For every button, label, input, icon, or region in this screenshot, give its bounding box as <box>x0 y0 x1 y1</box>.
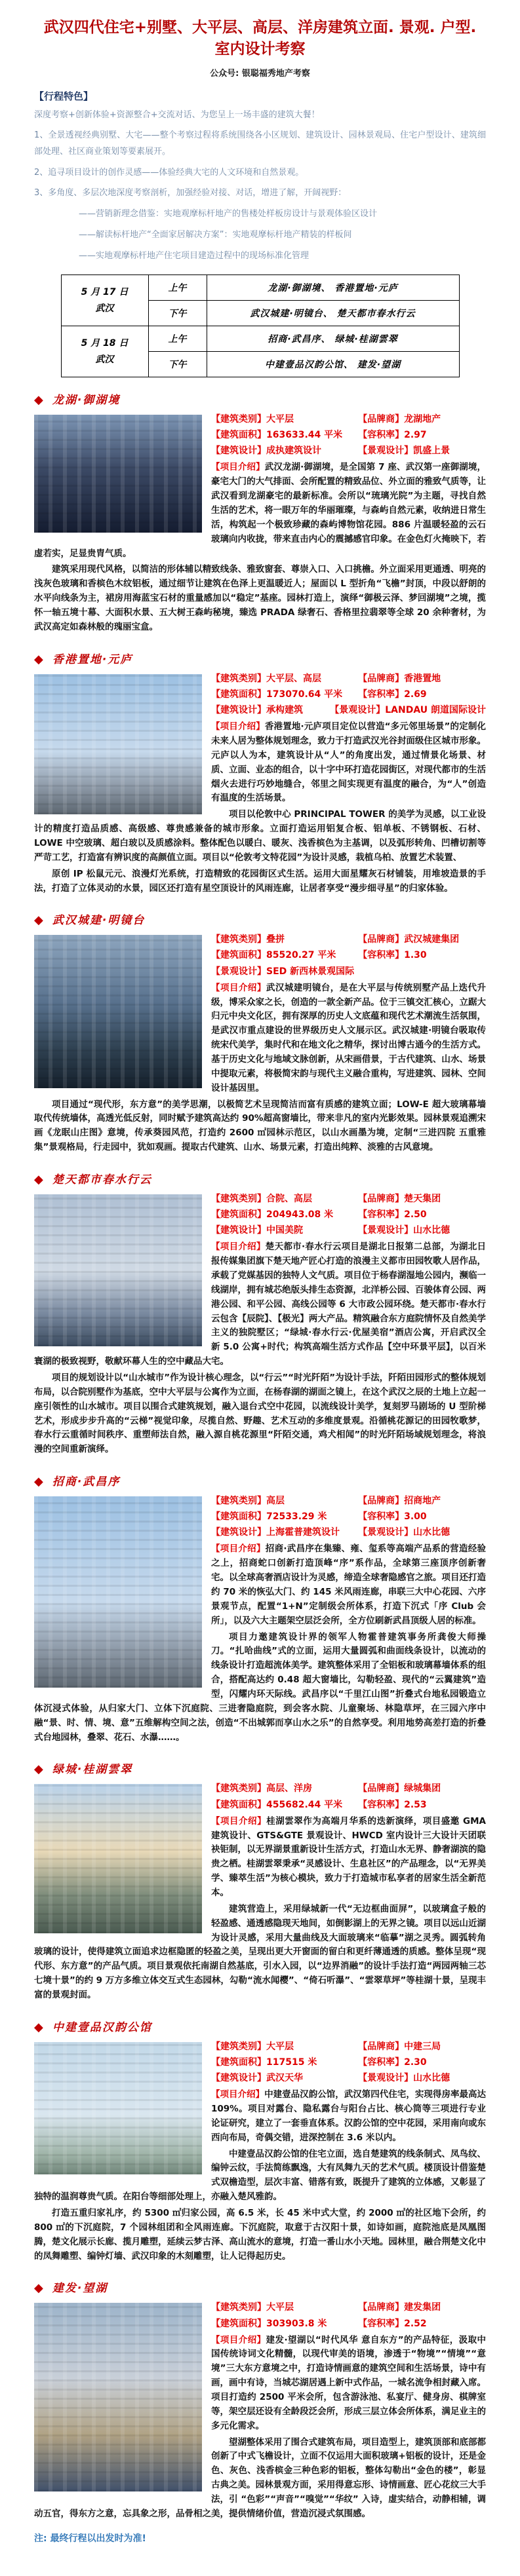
field-value: 2.97 <box>404 430 427 441</box>
feature-subpoint-2: ——解读标杆地产“全面家居解决方案”：实地观摩标杆地产精装的样板间 <box>79 229 352 240</box>
project-field <box>358 1494 486 1509</box>
intro-label: 【项目介绍】 <box>211 1241 266 1253</box>
project-field-row <box>211 1192 486 1207</box>
final-note: 注: 最终行程以出发时为准! <box>34 2533 146 2544</box>
project-photo <box>34 1496 202 1688</box>
project-body <box>34 1494 486 1747</box>
project-paragraph: 【项目介绍】桂湖雲翠作为高端月华系的迭新演绎，项目盛邀 GMA 建筑设计、GTS&GTE 景观设计、HWCD 室内设计三大设计天团联袂钜制，以无界湖景重新设计生活方式，打造山水无界、静奢湖滨的隐贵之栖。桂湖雲翠秉承“灵感设计、生息社区”的产品理念，以“无界美学、臻萃生活”为核心模块，致力于打造城市私享者的居家生活全新范本。 <box>211 1815 487 1898</box>
field-value: 3.00 <box>404 1511 427 1523</box>
project-name: 中建壹品汉韵公馆 <box>52 2020 152 2034</box>
diamond-icon: ◆ <box>34 393 45 407</box>
project-paragraph: 【项目介绍】武汉城建明镜台，是在大平层与传统别墅产品上迭代升级，博采众家之长，创造的一款全新产品。位于三镇交汇核心，立踞大归元中央文化区，拥有深厚的历史人文底蕴和现代艺术潮流生活氛围，是武汉市重点建设的世界级历史人文展示区。武汉城建·明镜台吸取传统宋代美学，集时代和在地文化之精华，探讨出博古通今的生活方式。基于历史文化与地域文脉创新，从宋画借景，于古代建筑、山水、场景中提取元素，将极简宋韵与现代主义融合重构，写进建筑、园林、空间设计基因里。 <box>211 982 487 1093</box>
field-value: 大平层 <box>266 414 294 425</box>
project-body <box>34 2300 486 2523</box>
project-name: 香港置地·元庐 <box>52 653 133 666</box>
project-field <box>211 932 358 947</box>
project-photo <box>34 2042 202 2174</box>
field-value: 武汉天华 <box>266 2073 303 2083</box>
field-label: 【建筑类别】 <box>211 414 266 425</box>
field-value: 303903.8 米 <box>266 2318 327 2329</box>
field-value: 招商地产 <box>404 1496 441 1507</box>
field-value: 173070.64 平米 <box>266 689 343 700</box>
project-field-row <box>211 412 486 427</box>
feature-point-3: 3、多角度、多层次地深度考察剖析，加强经验对接、对话，增进了解，开阔视野： <box>34 188 347 199</box>
project-field-row <box>211 1781 486 1796</box>
project-field <box>211 1223 358 1238</box>
project-field <box>358 428 486 443</box>
project-field <box>211 1525 358 1540</box>
project-paragraph: 项目的规划设计以“山水城市”作为设计核心理念，以“行云”“时光阡陌”为设计手法，阡陌田园形式的整体规划布局，以合院别墅作为基底，空中大平层与公寓作为立面，在杨春湖的湖面之镜上，在这个武汉之辰的土地上立起一座引领性的山水城市。项目以围合式建筑规划，融入退台式空中花园，以流线设计美学，复刻罗马剧场的 U 型阶梯艺术，形成步步升高的“云梯”视觉印象，尽揽自然、野趣、艺术互动的多维度景观。沿循桃花源记的田园牧歌梦，春水行云重循时间秩序、重塑师法自然，融入源自桃花源里“阡陌交通，鸡犬相闻”的时光阡陌场域规划理念，将浪漫的空间重新演绎。 <box>34 1372 486 1455</box>
project-body <box>34 1781 486 2004</box>
project-paragraph: 【项目介绍】招商·武昌序在集臻、雍、玺系等高端产品系的营造经验之上，招商蛇口创新打造顶峰“序”系作品，全球第三座顶序创新奢宅。以全球高奢酒店设计为灵感，缔造全球奢隐感官之旅。项目还打造约 70 米的恢弘大门、约 145 米风雨连廊，串联三大中心花园、六序景观节点，配置“1+N”定制级会所体系，打造下沉式「序 Club 会所」，以及六大主题架空层泛会所，全方位刷新武昌顶级人居的标准。 <box>211 1544 486 1626</box>
field-label: 【品牌商】 <box>358 934 405 945</box>
project-field <box>211 687 358 702</box>
project-field-row <box>211 444 486 459</box>
table-row <box>61 326 459 352</box>
field-value: 2.30 <box>404 2056 427 2068</box>
project-field <box>211 672 358 687</box>
official-account-line: 公众号: 银聪福秀地产考察 <box>210 68 310 79</box>
field-value: 1.30 <box>404 950 427 961</box>
project-section <box>34 2018 486 2266</box>
project-field <box>211 412 358 427</box>
building-render-texture <box>34 1194 202 1346</box>
project-field <box>211 2055 358 2070</box>
diamond-icon: ◆ <box>34 1172 45 1186</box>
field-value: 中国美院 <box>266 1225 303 1236</box>
project-paragraph: 项目以伦敦中心 PRINCIPAL TOWER 的美学为灵感，以工业设计的精度打造品质感、高级感、尊贵感兼备的城市形象。立面打造运用铝复合板、铝单板、不锈钢板、石材、LOWE 中空玻璃、超白玻以及质感涂料。整体配色以暖白、暖灰、浅香槟色为主基调，以及弧形转角、凹槽切割等严苛工艺，打造富有辨识度的高颜值立面。项目以“伦敦考文特花园”为设计灵感，栽植乌柏、放置艺术装置、 <box>34 809 486 863</box>
field-label: 【景观设计】 <box>358 1225 414 1236</box>
project-field <box>211 1494 358 1509</box>
project-heading <box>34 2279 486 2295</box>
project-paragraph: 打造五重归家礼序，约 5300 ㎡归家公园，高 6.5 米，长 45 米中式大堂，约 2000 ㎡的社区地下会所，约 800 ㎡的下沉庭院，7 个园林组团和全风雨连廊。下沉庭院，取意于古汉阳十景，如诗如画，庭院池底是凤凰图腾，楚文化展示长廊、揽月雕塑，延续云梦古泽、高山流水的意境，打造一番山水小天地。园林里，融合荆楚文化中的凤舞雕塑、编钟灯墙、武汉印象的木刻雕塑，让人记得起历史。 <box>34 2207 486 2262</box>
field-label: 【建筑面积】 <box>211 950 266 961</box>
field-label: 【建筑面积】 <box>211 430 266 441</box>
schedule-table <box>61 275 460 377</box>
project-field-row <box>211 1509 486 1525</box>
project-name: 武汉城建·明镜台 <box>52 914 146 928</box>
project-paragraph: 项目力邀建筑设计界的领军人物霍普建筑事务所龚俊大师操刀。“扎哈曲线”式的立面，运用大量圆弧和曲面线条设计，以流动的线条设计打造超流体美学。建筑整体采用了全铝板和玻璃幕墙体系的组合，搭配高达约 0.48 超大窗墙比，勾勒轻盈、现代的“云翼建筑”造型，闪耀内环天际线。武昌序以“千里江山图”折叠式台地私园锻造立体沉浸式体验，从归家大门、立体下沉庭院、三进奢隐庭院，到会客水院、儿童聚场、林隐草坪，在三园六序中融“景、时、情、境、意”五维解构空间之法，创造“不出城郭而享山水之乐”的自然享受。利用地势高差打造的折叠式台地园林，叠翠、花石、水瀑……。 <box>34 1631 486 1743</box>
project-field <box>358 2039 486 2055</box>
am-label: 上午 <box>148 275 207 301</box>
project-paragraph: 原创 IP 松鼠元元、浪漫灯光系统，打造精致的花园街区式生活。运用大面星耀灰石材铺装，用堆坡造景的手法，打造了立体灵动的水景，园区还打造有星空顶设计的风雨连廊，让居者享受“漫步细寻星”的归家体验。 <box>34 868 486 894</box>
field-value: 中建三局 <box>404 2041 441 2052</box>
field-label: 【景观设计】 <box>358 2073 414 2083</box>
field-value: LANDAU 朗道国际设计 <box>385 704 486 715</box>
project-field <box>211 444 358 459</box>
project-field <box>358 932 486 947</box>
project-body <box>34 1192 486 1459</box>
field-value: 山水比德 <box>413 2073 450 2083</box>
am-label: 上午 <box>148 326 207 352</box>
project-field-row <box>211 2300 486 2315</box>
project-field <box>211 948 358 963</box>
projects-list <box>34 390 486 2524</box>
project-field <box>330 703 486 718</box>
field-label: 【品牌商】 <box>358 1496 405 1507</box>
field-value: 2.53 <box>404 1799 427 1810</box>
field-value: 武汉城建集团 <box>404 934 460 945</box>
project-field <box>358 412 486 427</box>
field-value: 大平层、高层 <box>266 673 321 684</box>
project-field <box>211 703 330 718</box>
schedule-program: 龙湖·御湖境、 香港置地·元庐 <box>207 275 459 301</box>
field-label: 【品牌商】 <box>358 2302 405 2313</box>
field-value: 承构建筑 <box>266 704 303 715</box>
features-block <box>34 89 486 265</box>
schedule-city-text: 武汉 <box>95 303 114 314</box>
field-label: 【建筑类别】 <box>211 673 266 684</box>
project-field <box>358 2071 486 2086</box>
project-field <box>211 2300 358 2315</box>
project-section <box>34 911 486 1157</box>
project-heading <box>34 1472 486 1488</box>
project-field <box>358 2317 486 2332</box>
project-paragraph: 【项目介绍】楚天都市·春水行云项目是湖北日报第二总部，为湖北日报传媒集团旗下楚天地产匠心打造的浪漫主义都市田园牧歌人居作品，承载了党媒基因的独特人文气质。项目位于杨春湖湿地公园内，濒临一线湖岸，拥有城芯绝版头排生态资源，北洋桥公园、百骏体育公园、两港公园、和平公园、高线公园等 6 大市政公园环绕。楚天都市·春水行云包含【辰院】、【极光】两大产品。精筑融合东方庭院情怀及自然美学主义的独院墅区；“绿城·春水行云·优屋美宿”酒店公寓，开启武汉全新 5.0 公寓+时代；构筑高端生活方式作品【空中环景平层】，以百米寰湖的极致视野，敬献环幕人生的空中藏品大宅。 <box>34 1241 486 1367</box>
project-photo <box>34 415 202 533</box>
project-paragraph: 【项目介绍】武汉龙湖·御湖境，是全国第 7 座、武汉第一座御湖境，豪宅大门的大气排面、会所配置的精致品位、外立面的雅致气质等，让武汉看到龙湖豪宅的最新标准。会所以“琉璃光院”为主题，寻找自然生活的艺术，将一眼万年的华丽璀璨，与森屿自然元素，收纳进日常生活，构筑起一个极致珍藏的森屿博物馆花园。886 片温暖轻盈的云石玻璃向内收拢，带来直击内心的震撼感官印象。在金色灯火掩映下，若虚若实，足显贵胄气质。 <box>34 462 487 559</box>
project-body <box>34 672 486 898</box>
project-paragraph: 【项目介绍】建发·望湖以“时代风华 意自东方”的产品特征，汲取中国传统诗词文化精髓，以现代审美的语境，渗透于“物境”“情境”“意境”三大东方意境之中，打造诗情画意的建筑空间和生活场景，诗中有画，画中有诗，当城芯湖居遇上新中式作品，一城名流争相封藏入席。项目打造约 2500 平米会所，包含游泳池、私宴厅、健身房、棋牌室等，架空层还设有全龄段泛会所，形成三层立体会所体系，满足业主的多元化需求。 <box>211 2334 487 2431</box>
project-field <box>211 964 486 979</box>
building-render-texture <box>34 2042 202 2174</box>
diamond-icon: ◆ <box>34 2020 45 2034</box>
project-field <box>358 1223 486 1238</box>
table-row <box>61 275 459 301</box>
building-render-texture <box>34 415 202 533</box>
project-field <box>211 1509 358 1525</box>
diamond-icon: ◆ <box>34 1475 45 1489</box>
diamond-icon: ◆ <box>34 913 45 928</box>
intro-label: 【项目介绍】 <box>211 2334 266 2345</box>
field-label: 【建筑类别】 <box>211 1496 266 1507</box>
project-field <box>358 2300 486 2315</box>
pm-label: 下午 <box>148 301 207 326</box>
feature-point-2: 2、追寻项目设计的创作灵感——体验经典大宅的人文环境和自然景观。 <box>34 167 304 178</box>
field-label: 【建筑面积】 <box>211 1799 266 1810</box>
project-field-row <box>211 1525 486 1540</box>
field-value: 2.69 <box>404 689 427 700</box>
pm-label: 下午 <box>148 352 207 377</box>
project-section <box>34 1170 486 1459</box>
project-field-row <box>211 2317 486 2332</box>
project-section <box>34 650 486 898</box>
field-value: SED 新西林景观国际 <box>266 966 355 977</box>
field-label: 【容积率】 <box>358 1799 405 1810</box>
project-field <box>211 2071 358 2086</box>
feature-point-1: 1、全景透视经典别墅、大宅——整个考察过程将系统围绕各小区规划、建筑设计、园林景观局、住宅户型设计、建筑细部处理、社区商业策划等要素展开。 <box>34 130 486 157</box>
field-value: 204943.08 米 <box>266 1209 334 1221</box>
field-label: 【容积率】 <box>358 950 405 961</box>
field-label: 【建筑设计】 <box>211 704 266 715</box>
field-value: 高层 <box>266 1496 285 1507</box>
intro-label: 【项目介绍】 <box>211 462 265 473</box>
field-label: 【建筑设计】 <box>211 1527 266 1538</box>
project-name: 楚天都市春水行云 <box>52 1173 152 1186</box>
project-field <box>358 687 486 702</box>
intro-label: 【项目介绍】 <box>211 1544 266 1555</box>
project-paragraph: 建筑营造上，采用绿城新一代“无边框曲面屏”，以玻璃盒子般的轻盈感、通透感隐现天地间，如倒影湖上的无界之镜。项目以远山近湖为设计灵感，采用大量曲线及大面玻璃来“临摹”湖之灵秀。圆弧转角玻璃的设计，使得建筑立面追求边框隐匿的轻盈之美，呈现出更大开窗面的留白和更纤薄通透的质感。整体呈现“现代形、东方意”的产品气质。项目景观依托南湖自然基底，引水入园，以“边界消融”的设计手法打造“两园两轴三芯七境十景”的约 9 万方多维立体交互式生态园林，勾勒“流水闻樱”、“倚石听瀑”、“雲翠草坪”等桂湖十景，呈现丰富的景观封面。 <box>34 1903 486 2000</box>
project-field <box>358 2055 486 2070</box>
field-label: 【建筑设计】 <box>211 445 266 457</box>
field-value: 上海霍普建筑设计 <box>266 1527 340 1538</box>
schedule-date-1 <box>61 275 148 326</box>
building-render-texture <box>34 1496 202 1688</box>
field-value: 建发集团 <box>404 2302 441 2313</box>
project-field <box>211 1798 358 1813</box>
project-field <box>358 1192 486 1207</box>
field-label: 【建筑设计】 <box>211 1225 266 1236</box>
intro-label: 【项目介绍】 <box>211 982 266 993</box>
features-intro: 深度考察+创新体验+资源整合+交流对话、为您呈上一场丰盛的建筑大餐！ <box>34 109 320 120</box>
schedule-date-text: 5 月 17 日 <box>81 286 129 297</box>
project-field <box>211 1207 358 1222</box>
field-label: 【建筑面积】 <box>211 2318 266 2329</box>
project-body <box>34 412 486 637</box>
project-body <box>34 932 486 1157</box>
intro-label: 【项目介绍】 <box>211 721 265 732</box>
building-render-texture <box>34 2303 202 2491</box>
project-paragraph: 建筑采用现代风格，以简洁的形体辅以精致线条、雅致窗套、尊崇入口、入口挑檐。外立面采用更通透、明亮的浅灰色玻璃和香槟色木纹铝板，通过细节让建筑在色泽上更温暖近人；屋面以 L 型折角“飞檐”封顶，中段以舒朗的水平向线条为主，裙房用海蓝宝石材的重量感加以“稳定”基座。园林打造上，演绎“御极云泽、梦回湖境”之境，揽怀一轴五境十幕、大面积水景、五大树王森屿秘境，臻选 PRADA 绿奢石、香格里拉翡翠等全球 20 余种奢材，为武汉高定如森林般的瑰丽宝盒。 <box>34 564 486 632</box>
project-field-row <box>211 2039 486 2055</box>
project-field <box>358 948 486 963</box>
project-name: 龙湖·御湖境 <box>52 394 121 407</box>
project-photo <box>34 2303 202 2491</box>
project-paragraph: 望湖整体采用了围合式建筑布局，项目造型上，建筑顶部和底部都创新了中式飞檐设计，立面不仅运用大面积玻璃+铝板的设计，还是金色、灰色、浅香槟金三种色彩的铝板，整体勾勒出“金色的楼”，彰显古典之美。园林景观方面，采用得意忘形、诗情画意、匠心花纹三大手法，引 “色彩”“声音”“嗅觉”“华纹” 入诗，虚实结合，动静相辅，调动五官，得东方之意，忘具象之形，品骨相之美，提供情绪价值，营造沉浸式氛围感。 <box>34 2436 486 2519</box>
project-photo <box>34 1784 202 1933</box>
diamond-icon: ◆ <box>34 652 45 666</box>
field-label: 【建筑类别】 <box>211 2302 266 2313</box>
schedule-date-2 <box>61 326 148 377</box>
building-render-texture <box>34 674 202 814</box>
building-render-texture <box>34 935 202 1088</box>
field-value: 龙湖地产 <box>404 414 441 425</box>
project-field-row <box>211 1223 486 1238</box>
project-heading <box>34 390 486 407</box>
field-label: 【建筑面积】 <box>211 689 266 700</box>
project-field-row <box>211 1798 486 1813</box>
project-field <box>358 444 486 459</box>
field-value: 大平层 <box>266 2041 294 2052</box>
project-field-row <box>211 687 486 702</box>
project-field-row <box>211 964 486 979</box>
field-label: 【建筑类别】 <box>211 1193 266 1204</box>
field-value: 163633.44 平米 <box>266 430 343 441</box>
project-field <box>358 1525 486 1540</box>
field-label: 【容积率】 <box>358 430 405 441</box>
field-label: 【建筑面积】 <box>211 1209 266 1221</box>
field-value: 高层、洋房 <box>266 1783 312 1794</box>
project-body <box>34 2039 486 2266</box>
field-value: 凯盛上景 <box>413 445 450 457</box>
project-name: 绿城·桂湖雲翠 <box>52 1763 133 1777</box>
field-label: 【建筑设计】 <box>211 2073 266 2083</box>
field-label: 【景观设计】 <box>358 445 414 457</box>
project-heading <box>34 1170 486 1186</box>
project-paragraph: 中建壹品汉韵公馆的住宅立面，选自楚建筑的线条制式、凤鸟纹、编钟云纹，手法简练飘逸，大有凤舞九天的艺术气质。楼顶设计借鉴楚式双檐造型，层次丰富、错落有致，既提升了建筑的立体感，又彰显了独特的温润尊贵气质。在阳台等细部处理上，亦融入楚风雅韵。 <box>34 2148 486 2203</box>
schedule-program: 招商·武昌序、 绿城·桂湖雲翠 <box>207 326 459 352</box>
project-heading <box>34 1760 486 1776</box>
field-value: 85520.27 平米 <box>266 950 336 961</box>
page-title: 武汉四代住宅+别墅、大平层、高层、洋房建筑立面. 景观. 户型. 室内设计考察 <box>43 19 477 58</box>
field-value: 2.50 <box>404 1209 427 1221</box>
intro-label: 【项目介绍】 <box>211 1815 267 1827</box>
project-field-row <box>211 2071 486 2086</box>
project-field-row <box>211 948 486 963</box>
project-photo <box>34 935 202 1088</box>
project-field <box>358 1781 486 1796</box>
field-label: 【建筑面积】 <box>211 1511 266 1523</box>
field-label: 【建筑类别】 <box>211 2041 266 2052</box>
field-label: 【品牌商】 <box>358 2041 405 2052</box>
field-value: 绿城集团 <box>404 1783 441 1794</box>
features-heading: 【行程特色】 <box>34 90 94 102</box>
project-photo <box>34 674 202 814</box>
project-field <box>211 428 358 443</box>
schedule-date-text: 5 月 18 日 <box>81 337 129 349</box>
building-render-texture <box>34 1784 202 1933</box>
field-label: 【建筑面积】 <box>211 2056 266 2068</box>
schedule-program: 武汉城建·明镜台、 楚天都市春水行云 <box>207 301 459 326</box>
project-name: 建发·望湖 <box>52 2282 108 2296</box>
project-field-row <box>211 1207 486 1222</box>
field-value: 大平层 <box>266 2302 294 2313</box>
project-name: 招商·武昌序 <box>52 1475 121 1489</box>
field-label: 【景观设计】 <box>211 966 266 977</box>
feature-subpoint-1: ——营销新理念借鉴：实地观摩标杆地产的售楼处样板房设计与景观体验区设计 <box>79 209 378 219</box>
field-value: 2.52 <box>404 2318 427 2329</box>
schedule-city-text: 武汉 <box>95 354 114 365</box>
project-heading <box>34 2018 486 2034</box>
project-field <box>211 1192 358 1207</box>
field-label: 【品牌商】 <box>358 1193 405 1204</box>
project-section <box>34 2279 486 2523</box>
project-field <box>211 1781 358 1796</box>
field-value: 楚天集团 <box>404 1193 441 1204</box>
project-paragraph: 【项目介绍】中建壹品汉韵公馆，武汉第四代住宅，实现得房率最高达 109%。项目对露台、隐私露台与阳台占比、核心筒等三项进行专业论证研究，建立了一套垂直体系。汉韵公馆的空中花园，采用南向或东西向布局，奇偶交错，进深控制在 3.6 米以内。 <box>211 2089 487 2143</box>
project-field <box>358 1798 486 1813</box>
intro-label: 【项目介绍】 <box>211 2089 265 2100</box>
field-label: 【建筑类别】 <box>211 934 266 945</box>
project-field-row <box>211 703 486 718</box>
field-label: 【容积率】 <box>358 689 405 700</box>
project-field <box>358 1509 486 1525</box>
field-value: 山水比德 <box>413 1225 450 1236</box>
diamond-icon: ◆ <box>34 1762 45 1777</box>
field-value: 72533.29 米 <box>266 1511 327 1523</box>
project-photo <box>34 1194 202 1346</box>
field-value: 香港置地 <box>404 673 441 684</box>
project-field <box>211 2039 358 2055</box>
field-label: 【容积率】 <box>358 2056 405 2068</box>
field-value: 山水比德 <box>413 1527 450 1538</box>
feature-subpoint-3: ——实地观摩标杆地产住宅项目建造过程中的现场标准化管理 <box>79 250 310 261</box>
field-label: 【景观设计】 <box>330 704 386 715</box>
project-field <box>358 1207 486 1222</box>
field-label: 【品牌商】 <box>358 414 405 425</box>
project-field-row <box>211 932 486 947</box>
project-field-row <box>211 2055 486 2070</box>
field-value: 117515 米 <box>266 2056 317 2068</box>
field-label: 【景观设计】 <box>358 1527 414 1538</box>
project-field <box>211 2317 358 2332</box>
project-section <box>34 390 486 637</box>
project-field-row <box>211 1494 486 1509</box>
field-value: 合院、高层 <box>266 1193 312 1204</box>
project-field <box>358 672 486 687</box>
project-heading <box>34 911 486 927</box>
project-paragraph: 【项目介绍】香港置地·元庐项目定位以营造“多元邻里场景”的定制化未来人居为整体规划理念，致力于打造武汉光谷封面级住区城市形象。元庐以人为本，建筑设计从“人”的角度出发，通过情景化场景、材质、立面、业态的组合，以十字中环打造花园街区，对现代都市的生活烟火去进行巧妙地缝合，邻里之间实现更有温度的融合，为“人”创造有温度的生活场景。 <box>211 721 487 804</box>
project-field-row <box>211 672 486 687</box>
project-section <box>34 1760 486 2004</box>
field-label: 【容积率】 <box>358 2318 405 2329</box>
field-label: 【品牌商】 <box>358 673 405 684</box>
schedule-program: 中建壹品汉韵公馆、 建发·望湖 <box>207 352 459 377</box>
field-value: 455682.44 平米 <box>266 1799 343 1810</box>
project-field-row <box>211 428 486 443</box>
diamond-icon: ◆ <box>34 2281 45 2296</box>
field-value: 成执建筑设计 <box>266 445 321 457</box>
field-value: 叠拼 <box>266 934 285 945</box>
field-label: 【容积率】 <box>358 1511 405 1523</box>
field-label: 【建筑类别】 <box>211 1783 266 1794</box>
field-label: 【品牌商】 <box>358 1783 405 1794</box>
field-label: 【容积率】 <box>358 1209 405 1221</box>
project-paragraph: 项目通过“现代形，东方意”的美学思潮，以极简艺术呈现简洁而富有质感的建筑立面；LOW-E 超大玻璃幕墙取代传统墙体，高透光低反射，同时赋予建筑高达约 90%超高窗墙比，带来非凡的室内光影效果。园林景观追溯宋画《龙眠山庄图》意境，传承葵园风范，打造约 2600 ㎡园林示范区，以山水画墨为境，定制“三进四院 五重雅集”景观格局，行走园中，犹如观画。提取古代建筑、山水、场景元素，打造出纯粹、淡雅的古风意境。 <box>34 1099 486 1153</box>
project-section <box>34 1472 486 1747</box>
project-heading <box>34 650 486 666</box>
